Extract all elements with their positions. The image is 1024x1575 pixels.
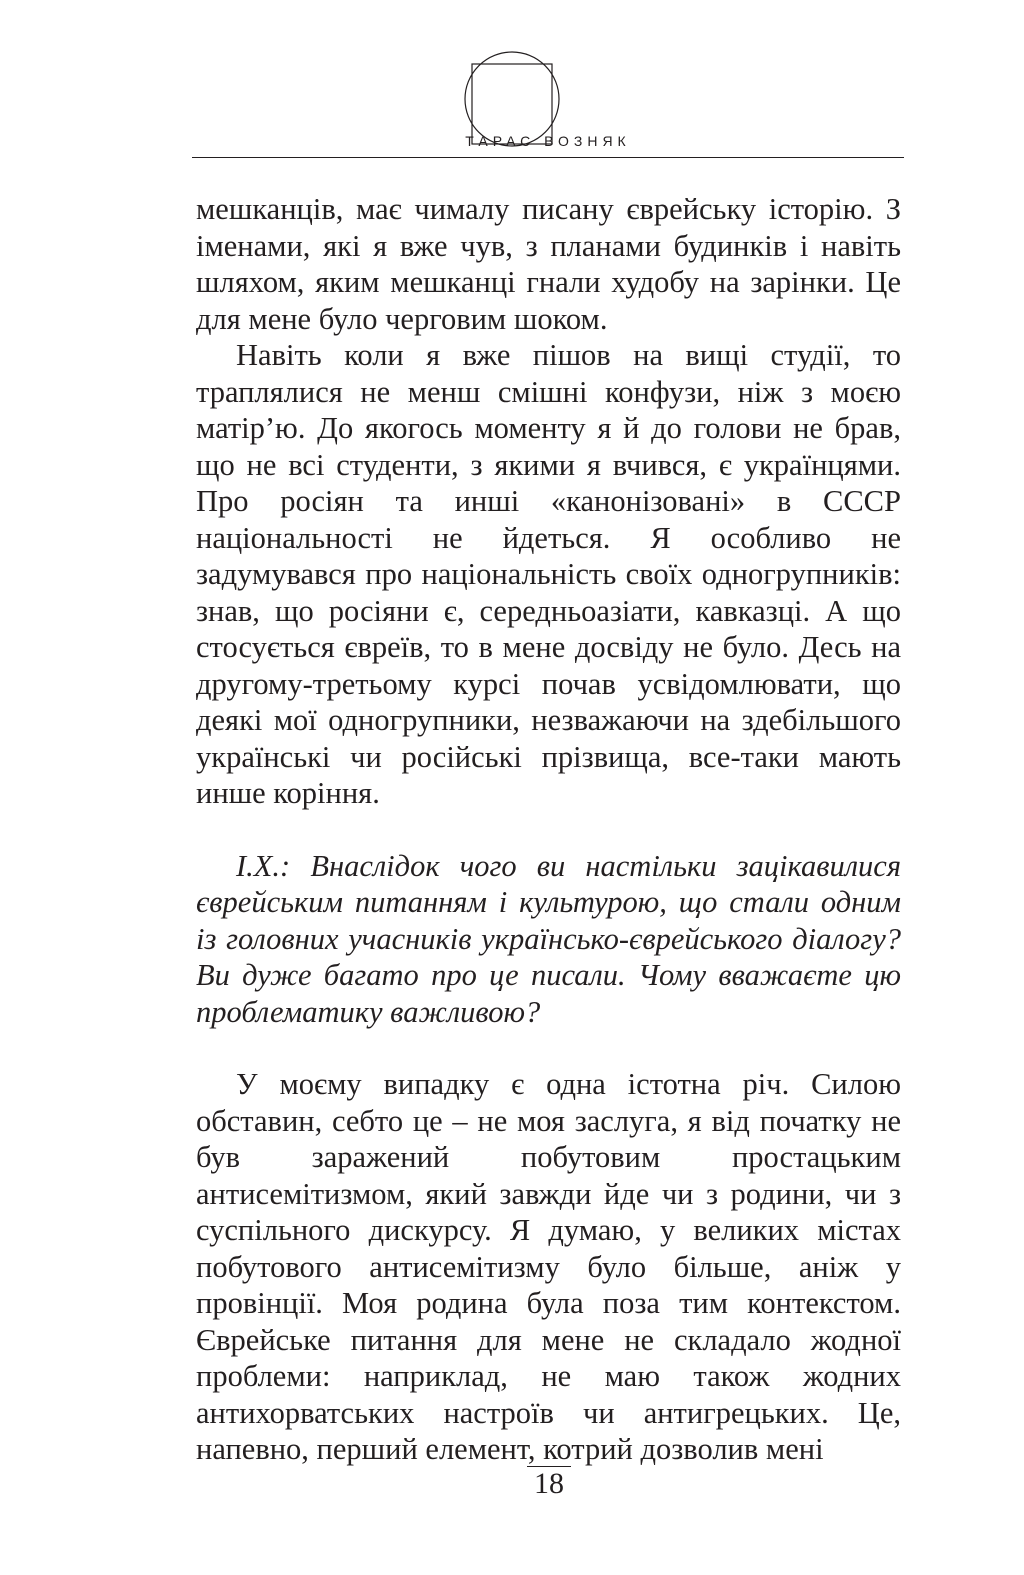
- paragraph-continuation: мешканців, має чималу писану єврейську історію. З іменами, які я вже чув, з планами будинків і навіть шляхом, яким мешканці гнали худобу на зарінки. Це для мене було черговим шоком.: [196, 192, 901, 336]
- paragraph: У моєму випадку є одна істотна річ. Силою обставин, себто це – не моя заслуга, я від початку не був заражений побутовим простацьким антисемітизмом, який завжди йде чи з родини, чи з суспільного дискурсу. Я думаю, у великих містах побутового антисемітизму було більше, аніж у провінції. Моя родина була поза тим контекстом. Єврейське питання для мене не складало жодної проблеми: наприклад, не маю також жодних антихорватських настроїв чи антигрецьких. Це, напевно, перший елемент, котрий дозволив мені: [196, 1067, 901, 1466]
- header-rule: [192, 157, 904, 158]
- page-number: 18: [534, 1467, 564, 1500]
- running-head: ТАРАС ВОЗНЯК: [465, 133, 631, 149]
- paragraph: Навіть коли я вже пішов на вищі студії, то траплялися не менш смішні конфузи, ніж з моєю матір’ю. До якогось моменту я й до голови не брав, що не всі студенти, з якими я вчився, є українцями. Про росіян та инші «канонізовані» в СССР національності не йдеться. Я особливо не задумувався про національність своїх одногрупників: знав, що росіяни є, середньоазіати, кавказці. А що стосується євреїв, то в мене досвіду не було. Десь на другому-третьому курсі почав усвідомлювати, що деякі мої одногрупники, незважаючи на здебільшого українські чи російські прізвища, все-таки мають инше коріння.: [196, 338, 901, 810]
- interview-question: І.Х.: Внаслідок чого ви настільки зацікавилися єврейським питанням і культурою, що стали одним із головних учасників українсько-єврейського діалогу? Ви дуже багато про це писали. Чому вважаєте цю проблематику важливою?: [196, 848, 901, 1029]
- body-text: [196, 191, 901, 1468]
